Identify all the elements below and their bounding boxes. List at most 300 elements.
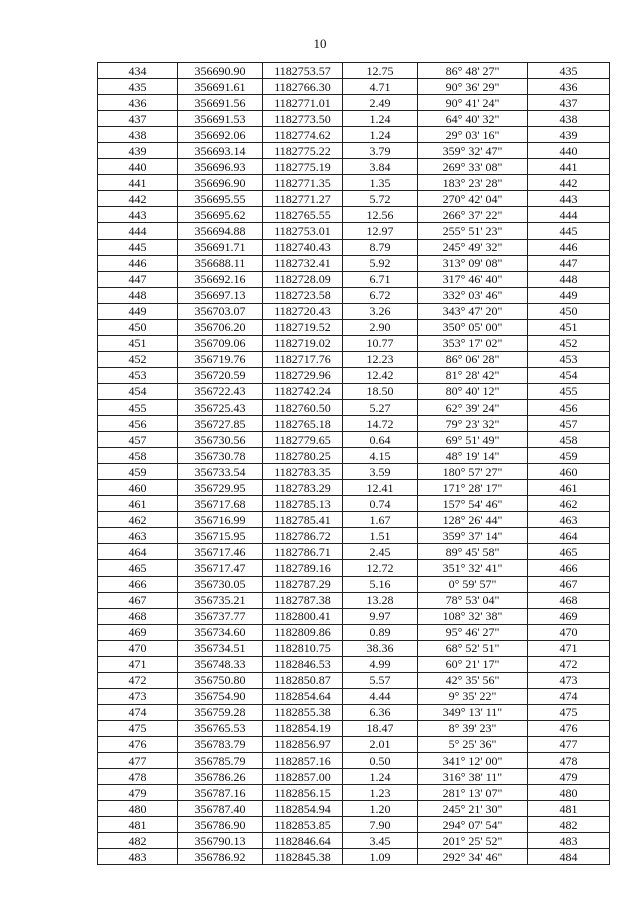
- y-coordinate-cell: 1182720.43: [263, 303, 343, 319]
- point-from-cell: 480: [98, 801, 178, 817]
- distance-cell: 2.90: [343, 319, 418, 335]
- bearing-cell: 5° 25' 36": [418, 736, 528, 752]
- y-coordinate-cell: 1182800.41: [263, 608, 343, 624]
- distance-cell: 10.77: [343, 335, 418, 351]
- y-coordinate-cell: 1182853.85: [263, 817, 343, 833]
- x-coordinate-cell: 356696.90: [178, 175, 263, 191]
- distance-cell: 6.36: [343, 704, 418, 720]
- point-from-cell: 471: [98, 656, 178, 672]
- bearing-cell: 353° 17' 02": [418, 335, 528, 351]
- y-coordinate-cell: 1182857.00: [263, 769, 343, 785]
- x-coordinate-cell: 356734.60: [178, 624, 263, 640]
- y-coordinate-cell: 1182719.52: [263, 319, 343, 335]
- point-from-cell: 468: [98, 608, 178, 624]
- bearing-cell: 316° 38' 11": [418, 769, 528, 785]
- point-to-cell: 457: [528, 416, 610, 432]
- y-coordinate-cell: 1182779.65: [263, 432, 343, 448]
- distance-cell: 12.97: [343, 223, 418, 239]
- distance-cell: 0.64: [343, 432, 418, 448]
- y-coordinate-cell: 1182775.22: [263, 143, 343, 159]
- bearing-cell: 350° 05' 00": [418, 319, 528, 335]
- table-row: [98, 480, 610, 496]
- point-from-cell: 467: [98, 592, 178, 608]
- distance-cell: 5.27: [343, 399, 418, 415]
- point-from-cell: 456: [98, 416, 178, 432]
- x-coordinate-cell: 356787.40: [178, 801, 263, 817]
- bearing-cell: 270° 42' 04": [418, 191, 528, 207]
- x-coordinate-cell: 356730.56: [178, 432, 263, 448]
- x-coordinate-cell: 356748.33: [178, 656, 263, 672]
- distance-cell: 4.44: [343, 688, 418, 704]
- point-from-cell: 476: [98, 736, 178, 752]
- point-from-cell: 472: [98, 672, 178, 688]
- x-coordinate-cell: 356688.11: [178, 255, 263, 271]
- point-to-cell: 435: [528, 63, 610, 79]
- x-coordinate-cell: 356695.55: [178, 191, 263, 207]
- y-coordinate-cell: 1182740.43: [263, 239, 343, 255]
- x-coordinate-cell: 356729.95: [178, 480, 263, 496]
- x-coordinate-cell: 356765.53: [178, 720, 263, 736]
- x-coordinate-cell: 356734.51: [178, 640, 263, 656]
- coordinates-table-body: [98, 63, 610, 865]
- bearing-cell: 332° 03' 46": [418, 287, 528, 303]
- point-from-cell: 464: [98, 544, 178, 560]
- point-to-cell: 451: [528, 319, 610, 335]
- distance-cell: 12.56: [343, 207, 418, 223]
- x-coordinate-cell: 356754.90: [178, 688, 263, 704]
- bearing-cell: 86° 48' 27": [418, 63, 528, 79]
- table-row: [98, 544, 610, 560]
- y-coordinate-cell: 1182850.87: [263, 672, 343, 688]
- bearing-cell: 48° 19' 14": [418, 448, 528, 464]
- table-row: [98, 672, 610, 688]
- distance-cell: 12.42: [343, 367, 418, 383]
- distance-cell: 0.50: [343, 753, 418, 769]
- y-coordinate-cell: 1182771.01: [263, 95, 343, 111]
- x-coordinate-cell: 356725.43: [178, 399, 263, 415]
- distance-cell: 5.72: [343, 191, 418, 207]
- x-coordinate-cell: 356719.76: [178, 351, 263, 367]
- table-row: [98, 656, 610, 672]
- table-row: [98, 95, 610, 111]
- distance-cell: 12.23: [343, 351, 418, 367]
- point-from-cell: 461: [98, 496, 178, 512]
- distance-cell: 38.36: [343, 640, 418, 656]
- bearing-cell: 128° 26' 44": [418, 512, 528, 528]
- y-coordinate-cell: 1182783.29: [263, 480, 343, 496]
- y-coordinate-cell: 1182732.41: [263, 255, 343, 271]
- point-to-cell: 444: [528, 207, 610, 223]
- y-coordinate-cell: 1182854.94: [263, 801, 343, 817]
- distance-cell: 7.90: [343, 817, 418, 833]
- y-coordinate-cell: 1182760.50: [263, 399, 343, 415]
- distance-cell: 0.89: [343, 624, 418, 640]
- point-to-cell: 465: [528, 544, 610, 560]
- distance-cell: 4.15: [343, 448, 418, 464]
- bearing-cell: 359° 37' 14": [418, 528, 528, 544]
- point-to-cell: 449: [528, 287, 610, 303]
- point-from-cell: 440: [98, 159, 178, 175]
- distance-cell: 18.50: [343, 383, 418, 399]
- table-row: [98, 223, 610, 239]
- bearing-cell: 62° 39' 24": [418, 399, 528, 415]
- bearing-cell: 89° 45' 58": [418, 544, 528, 560]
- y-coordinate-cell: 1182783.35: [263, 464, 343, 480]
- y-coordinate-cell: 1182753.57: [263, 63, 343, 79]
- point-from-cell: 444: [98, 223, 178, 239]
- point-to-cell: 481: [528, 801, 610, 817]
- x-coordinate-cell: 356720.59: [178, 367, 263, 383]
- x-coordinate-cell: 356703.07: [178, 303, 263, 319]
- distance-cell: 1.24: [343, 111, 418, 127]
- point-to-cell: 474: [528, 688, 610, 704]
- point-to-cell: 455: [528, 383, 610, 399]
- y-coordinate-cell: 1182809.86: [263, 624, 343, 640]
- point-to-cell: 452: [528, 335, 610, 351]
- y-coordinate-cell: 1182786.71: [263, 544, 343, 560]
- point-to-cell: 450: [528, 303, 610, 319]
- x-coordinate-cell: 356730.78: [178, 448, 263, 464]
- point-to-cell: 460: [528, 464, 610, 480]
- point-from-cell: 483: [98, 849, 178, 865]
- x-coordinate-cell: 356759.28: [178, 704, 263, 720]
- table-row: [98, 624, 610, 640]
- distance-cell: 8.79: [343, 239, 418, 255]
- y-coordinate-cell: 1182810.75: [263, 640, 343, 656]
- point-to-cell: 478: [528, 753, 610, 769]
- point-from-cell: 462: [98, 512, 178, 528]
- bearing-cell: 180° 57' 27": [418, 464, 528, 480]
- point-from-cell: 479: [98, 785, 178, 801]
- table-row: [98, 592, 610, 608]
- bearing-cell: 42° 35' 56": [418, 672, 528, 688]
- table-row: [98, 191, 610, 207]
- table-row: [98, 576, 610, 592]
- table-row: [98, 528, 610, 544]
- table-row: [98, 817, 610, 833]
- point-from-cell: 438: [98, 127, 178, 143]
- point-from-cell: 441: [98, 175, 178, 191]
- point-to-cell: 454: [528, 367, 610, 383]
- point-to-cell: 480: [528, 785, 610, 801]
- x-coordinate-cell: 356693.14: [178, 143, 263, 159]
- point-to-cell: 437: [528, 95, 610, 111]
- x-coordinate-cell: 356785.79: [178, 753, 263, 769]
- x-coordinate-cell: 356733.54: [178, 464, 263, 480]
- point-from-cell: 442: [98, 191, 178, 207]
- x-coordinate-cell: 356717.68: [178, 496, 263, 512]
- point-from-cell: 446: [98, 255, 178, 271]
- table-row: [98, 271, 610, 287]
- distance-cell: 6.71: [343, 271, 418, 287]
- table-row: [98, 736, 610, 752]
- table-row: [98, 801, 610, 817]
- x-coordinate-cell: 356692.16: [178, 271, 263, 287]
- table-row: [98, 175, 610, 191]
- y-coordinate-cell: 1182785.13: [263, 496, 343, 512]
- y-coordinate-cell: 1182789.16: [263, 560, 343, 576]
- bearing-cell: 341° 12' 00": [418, 753, 528, 769]
- y-coordinate-cell: 1182845.38: [263, 849, 343, 865]
- distance-cell: 12.75: [343, 63, 418, 79]
- distance-cell: 1.24: [343, 769, 418, 785]
- x-coordinate-cell: 356722.43: [178, 383, 263, 399]
- point-from-cell: 447: [98, 271, 178, 287]
- point-to-cell: 470: [528, 624, 610, 640]
- page-number: 10: [313, 36, 327, 51]
- distance-cell: 12.72: [343, 560, 418, 576]
- point-to-cell: 446: [528, 239, 610, 255]
- table-row: [98, 512, 610, 528]
- y-coordinate-cell: 1182723.58: [263, 287, 343, 303]
- y-coordinate-cell: 1182773.50: [263, 111, 343, 127]
- y-coordinate-cell: 1182717.76: [263, 351, 343, 367]
- y-coordinate-cell: 1182742.24: [263, 383, 343, 399]
- point-from-cell: 474: [98, 704, 178, 720]
- x-coordinate-cell: 356692.06: [178, 127, 263, 143]
- point-from-cell: 460: [98, 480, 178, 496]
- point-to-cell: 477: [528, 736, 610, 752]
- x-coordinate-cell: 356709.06: [178, 335, 263, 351]
- x-coordinate-cell: 356737.77: [178, 608, 263, 624]
- bearing-cell: 68° 52' 51": [418, 640, 528, 656]
- point-to-cell: 464: [528, 528, 610, 544]
- bearing-cell: 157° 54' 46": [418, 496, 528, 512]
- table-row: [98, 351, 610, 367]
- table-row: [98, 785, 610, 801]
- bearing-cell: 351° 32' 41": [418, 560, 528, 576]
- point-to-cell: 453: [528, 351, 610, 367]
- table-row: [98, 383, 610, 399]
- point-to-cell: 456: [528, 399, 610, 415]
- bearing-cell: 86° 06' 28": [418, 351, 528, 367]
- y-coordinate-cell: 1182765.18: [263, 416, 343, 432]
- point-to-cell: 466: [528, 560, 610, 576]
- point-to-cell: 484: [528, 849, 610, 865]
- table-row: [98, 143, 610, 159]
- x-coordinate-cell: 356715.95: [178, 528, 263, 544]
- distance-cell: 3.26: [343, 303, 418, 319]
- point-from-cell: 477: [98, 753, 178, 769]
- table-row: [98, 127, 610, 143]
- point-from-cell: 445: [98, 239, 178, 255]
- bearing-cell: 108° 32' 38": [418, 608, 528, 624]
- bearing-cell: 201° 25' 52": [418, 833, 528, 849]
- table-row: [98, 560, 610, 576]
- distance-cell: 3.84: [343, 159, 418, 175]
- table-row: [98, 704, 610, 720]
- point-from-cell: 481: [98, 817, 178, 833]
- point-from-cell: 454: [98, 383, 178, 399]
- y-coordinate-cell: 1182787.38: [263, 592, 343, 608]
- point-from-cell: 436: [98, 95, 178, 111]
- x-coordinate-cell: 356786.26: [178, 769, 263, 785]
- distance-cell: 3.79: [343, 143, 418, 159]
- bearing-cell: 78° 53' 04": [418, 592, 528, 608]
- y-coordinate-cell: 1182855.38: [263, 704, 343, 720]
- point-from-cell: 434: [98, 63, 178, 79]
- point-from-cell: 457: [98, 432, 178, 448]
- bearing-cell: 281° 13' 07": [418, 785, 528, 801]
- table-row: [98, 640, 610, 656]
- bearing-cell: 69° 51' 49": [418, 432, 528, 448]
- point-to-cell: 438: [528, 111, 610, 127]
- bearing-cell: 80° 40' 12": [418, 383, 528, 399]
- point-from-cell: 448: [98, 287, 178, 303]
- x-coordinate-cell: 356786.90: [178, 817, 263, 833]
- point-to-cell: 468: [528, 592, 610, 608]
- distance-cell: 3.59: [343, 464, 418, 480]
- point-from-cell: 455: [98, 399, 178, 415]
- x-coordinate-cell: 356697.13: [178, 287, 263, 303]
- distance-cell: 13.28: [343, 592, 418, 608]
- x-coordinate-cell: 356706.20: [178, 319, 263, 335]
- point-to-cell: 440: [528, 143, 610, 159]
- distance-cell: 1.51: [343, 528, 418, 544]
- point-from-cell: 459: [98, 464, 178, 480]
- x-coordinate-cell: 356786.92: [178, 849, 263, 865]
- point-from-cell: 469: [98, 624, 178, 640]
- point-to-cell: 467: [528, 576, 610, 592]
- x-coordinate-cell: 356691.71: [178, 239, 263, 255]
- point-to-cell: 482: [528, 817, 610, 833]
- point-to-cell: 439: [528, 127, 610, 143]
- bearing-cell: 95° 46' 27": [418, 624, 528, 640]
- bearing-cell: 60° 21' 17": [418, 656, 528, 672]
- point-from-cell: 452: [98, 351, 178, 367]
- table-row: [98, 367, 610, 383]
- table-row: [98, 319, 610, 335]
- y-coordinate-cell: 1182728.09: [263, 271, 343, 287]
- table-row: [98, 111, 610, 127]
- distance-cell: 4.71: [343, 79, 418, 95]
- point-to-cell: 441: [528, 159, 610, 175]
- bearing-cell: 349° 13' 11": [418, 704, 528, 720]
- point-from-cell: 443: [98, 207, 178, 223]
- distance-cell: 5.16: [343, 576, 418, 592]
- point-from-cell: 473: [98, 688, 178, 704]
- bearing-cell: 29° 03' 16": [418, 127, 528, 143]
- point-from-cell: 475: [98, 720, 178, 736]
- x-coordinate-cell: 356735.21: [178, 592, 263, 608]
- y-coordinate-cell: 1182780.25: [263, 448, 343, 464]
- distance-cell: 2.01: [343, 736, 418, 752]
- point-from-cell: 470: [98, 640, 178, 656]
- x-coordinate-cell: 356783.79: [178, 736, 263, 752]
- x-coordinate-cell: 356690.90: [178, 63, 263, 79]
- bearing-cell: 269° 33' 08": [418, 159, 528, 175]
- y-coordinate-cell: 1182771.27: [263, 191, 343, 207]
- bearing-cell: 90° 36' 29": [418, 79, 528, 95]
- y-coordinate-cell: 1182719.02: [263, 335, 343, 351]
- point-from-cell: 458: [98, 448, 178, 464]
- table-row: [98, 849, 610, 865]
- point-to-cell: 471: [528, 640, 610, 656]
- y-coordinate-cell: 1182785.41: [263, 512, 343, 528]
- bearing-cell: 9° 35' 22": [418, 688, 528, 704]
- table-row: [98, 769, 610, 785]
- distance-cell: 3.45: [343, 833, 418, 849]
- bearing-cell: 0° 59' 57": [418, 576, 528, 592]
- bearing-cell: 171° 28' 17": [418, 480, 528, 496]
- y-coordinate-cell: 1182854.64: [263, 688, 343, 704]
- x-coordinate-cell: 356750.80: [178, 672, 263, 688]
- point-to-cell: 447: [528, 255, 610, 271]
- bearing-cell: 8° 39' 23": [418, 720, 528, 736]
- distance-cell: 1.20: [343, 801, 418, 817]
- table-row: [98, 608, 610, 624]
- table-row: [98, 335, 610, 351]
- bearing-cell: 64° 40' 32": [418, 111, 528, 127]
- y-coordinate-cell: 1182846.53: [263, 656, 343, 672]
- y-coordinate-cell: 1182774.62: [263, 127, 343, 143]
- point-from-cell: 482: [98, 833, 178, 849]
- distance-cell: 4.99: [343, 656, 418, 672]
- y-coordinate-cell: 1182854.19: [263, 720, 343, 736]
- y-coordinate-cell: 1182786.72: [263, 528, 343, 544]
- point-to-cell: 461: [528, 480, 610, 496]
- point-from-cell: 439: [98, 143, 178, 159]
- bearing-cell: 90° 41' 24": [418, 95, 528, 111]
- distance-cell: 2.49: [343, 95, 418, 111]
- table-row: [98, 79, 610, 95]
- bearing-cell: 359° 32' 47": [418, 143, 528, 159]
- table-row: [98, 287, 610, 303]
- point-from-cell: 450: [98, 319, 178, 335]
- x-coordinate-cell: 356691.56: [178, 95, 263, 111]
- distance-cell: 1.35: [343, 175, 418, 191]
- point-to-cell: 442: [528, 175, 610, 191]
- table-row: [98, 207, 610, 223]
- point-to-cell: 459: [528, 448, 610, 464]
- distance-cell: 0.74: [343, 496, 418, 512]
- distance-cell: 1.23: [343, 785, 418, 801]
- bearing-cell: 294° 07' 54": [418, 817, 528, 833]
- point-to-cell: 476: [528, 720, 610, 736]
- bearing-cell: 266° 37' 22": [418, 207, 528, 223]
- table-row: [98, 688, 610, 704]
- table-row: [98, 303, 610, 319]
- y-coordinate-cell: 1182753.01: [263, 223, 343, 239]
- x-coordinate-cell: 356694.88: [178, 223, 263, 239]
- x-coordinate-cell: 356730.05: [178, 576, 263, 592]
- y-coordinate-cell: 1182856.97: [263, 736, 343, 752]
- x-coordinate-cell: 356717.46: [178, 544, 263, 560]
- x-coordinate-cell: 356696.93: [178, 159, 263, 175]
- x-coordinate-cell: 356691.61: [178, 79, 263, 95]
- bearing-cell: 245° 21' 30": [418, 801, 528, 817]
- point-to-cell: 448: [528, 271, 610, 287]
- y-coordinate-cell: 1182856.15: [263, 785, 343, 801]
- table-row: [98, 432, 610, 448]
- x-coordinate-cell: 356695.62: [178, 207, 263, 223]
- table-row: [98, 63, 610, 79]
- coordinates-table: [97, 62, 610, 865]
- point-to-cell: 472: [528, 656, 610, 672]
- point-from-cell: 449: [98, 303, 178, 319]
- table-row: [98, 399, 610, 415]
- point-to-cell: 469: [528, 608, 610, 624]
- bearing-cell: 183° 23' 28": [418, 175, 528, 191]
- bearing-cell: 245° 49' 32": [418, 239, 528, 255]
- bearing-cell: 343° 47' 20": [418, 303, 528, 319]
- point-from-cell: 435: [98, 79, 178, 95]
- table-row: [98, 416, 610, 432]
- point-from-cell: 437: [98, 111, 178, 127]
- table-row: [98, 159, 610, 175]
- distance-cell: 1.67: [343, 512, 418, 528]
- distance-cell: 18.47: [343, 720, 418, 736]
